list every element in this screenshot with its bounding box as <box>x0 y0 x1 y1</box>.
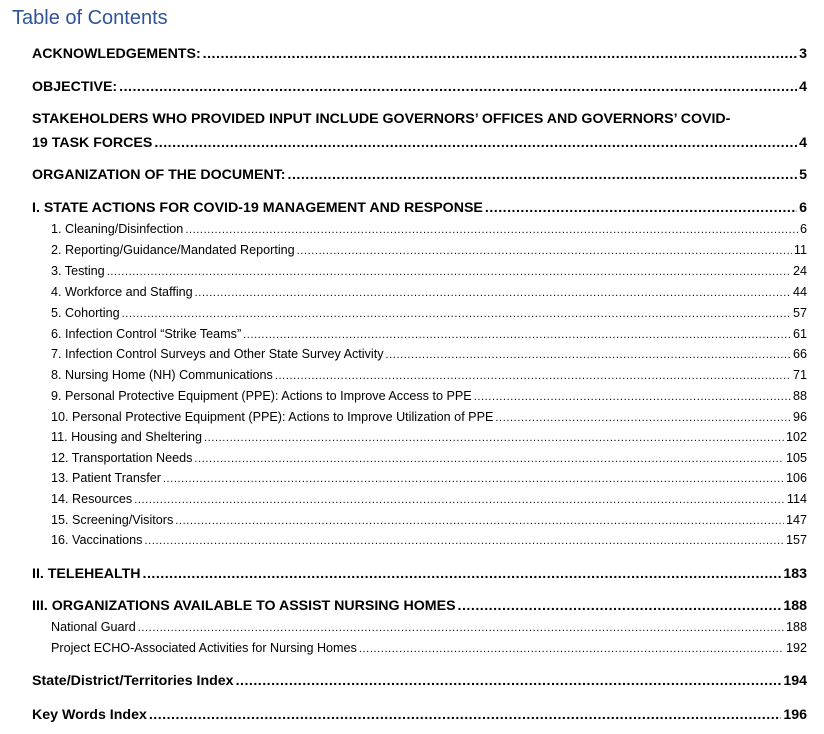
toc-subentry-screening[interactable] <box>0 513 824 529</box>
dot-leader <box>194 452 784 467</box>
toc-entry-state-index[interactable] <box>0 672 824 690</box>
dot-leader <box>107 265 791 280</box>
toc-entry-label: 2. Reporting/Guidance/Mandated Reporting <box>51 243 295 257</box>
toc-entry-page: 114 <box>786 492 807 506</box>
toc-entry-label: ACKNOWLEDGEMENTS: <box>32 46 201 62</box>
toc-entry-label: OBJECTIVE: <box>32 79 118 95</box>
dot-leader <box>134 493 785 508</box>
dot-leader <box>243 328 791 343</box>
toc-entry-label: 9. Personal Protective Equipment (PPE): Actions to Improve Access to PPE <box>51 389 472 403</box>
toc-subentry-resources[interactable] <box>0 492 824 508</box>
dot-leader <box>122 307 791 322</box>
dot-leader <box>275 369 791 384</box>
toc-subentry-communications[interactable] <box>0 368 824 384</box>
toc-title: Table of Contents <box>12 7 168 29</box>
toc-entry-page: 183 <box>783 566 807 582</box>
toc-entry-label: 4. Workforce and Staffing <box>51 285 193 299</box>
toc-entry-label: 7. Infection Control Surveys and Other State Survey Activity <box>51 347 384 361</box>
toc-entry-page: 11 <box>793 243 807 257</box>
toc-entry-page: 5 <box>799 167 807 183</box>
toc-entry-telehealth[interactable] <box>0 565 824 583</box>
toc-entry-label: III. ORGANIZATIONS AVAILABLE TO ASSIST NURSING HOMES <box>32 598 456 614</box>
dot-leader <box>288 166 798 184</box>
dot-leader <box>175 514 784 529</box>
toc-subentry-vaccinations[interactable] <box>0 533 824 549</box>
toc-subentry-surveys[interactable] <box>0 347 824 363</box>
toc-entry-label: 12. Transportation Needs <box>51 451 193 465</box>
toc-entry-page: 192 <box>785 641 807 655</box>
toc-entry-page: 147 <box>785 513 807 527</box>
toc-entry-label: 10. Personal Protective Equipment (PPE): Actions to Improve Utilization of PPE <box>51 410 494 424</box>
toc-entry-label: National Guard <box>51 620 136 634</box>
toc-entry-page: 61 <box>792 327 807 341</box>
dot-leader <box>138 621 784 636</box>
toc-entry-label: II. TELEHEALTH <box>32 566 141 582</box>
dot-leader <box>195 286 791 301</box>
dot-leader <box>386 348 791 363</box>
dot-leader <box>163 472 784 487</box>
dot-leader <box>236 672 782 690</box>
toc-entry-page: 4 <box>799 79 807 95</box>
toc-entry-page: 57 <box>792 306 807 320</box>
toc-entry-page: 157 <box>785 533 807 547</box>
toc-entry-label: Project ECHO-Associated Activities for Nursing Homes <box>51 641 357 655</box>
dot-leader <box>474 390 791 405</box>
toc-entry-page: 6 <box>799 200 807 216</box>
toc-entry-label: STAKEHOLDERS WHO PROVIDED INPUT INCLUDE GOVERNORS’ OFFICES AND GOVERNORS’ COVID- <box>32 111 731 127</box>
toc-entry-page: 66 <box>792 347 807 361</box>
toc-entry-page: 102 <box>785 430 807 444</box>
toc-subentry-testing[interactable] <box>0 264 824 280</box>
toc-entry-label: 5. Cohorting <box>51 306 120 320</box>
toc-entry-objective[interactable] <box>0 78 824 96</box>
toc-subentry-transportation[interactable] <box>0 451 824 467</box>
dot-leader <box>495 411 791 426</box>
toc-subentry-cleaning[interactable] <box>0 222 824 238</box>
toc-subentry-national-guard[interactable] <box>0 620 824 636</box>
toc-entry-label: I. STATE ACTIONS FOR COVID-19 MANAGEMENT AND RESPONSE <box>32 200 483 216</box>
dot-leader <box>143 565 782 583</box>
toc-entry-page: 196 <box>783 707 807 723</box>
dot-leader <box>485 199 797 217</box>
toc-entry-label: 1. Cleaning/Disinfection <box>51 222 184 236</box>
toc-subentry-housing[interactable] <box>0 430 824 446</box>
toc-subentry-reporting[interactable] <box>0 243 824 259</box>
toc-entry-page: 188 <box>783 598 807 614</box>
toc-entry-label: Key Words Index <box>32 707 147 723</box>
toc-entry-page: 71 <box>792 368 807 382</box>
toc-entry-page: 3 <box>799 46 807 62</box>
toc-entry-label: 14. Resources <box>51 492 133 506</box>
dot-leader <box>154 131 797 155</box>
toc-entry-label: 15. Screening/Visitors <box>51 513 174 527</box>
dot-leader <box>203 45 797 63</box>
toc-entry-label: 3. Testing <box>51 264 105 278</box>
toc-entry-key-words-index[interactable] <box>0 706 824 724</box>
toc-entry-label: ORGANIZATION OF THE DOCUMENT: <box>32 167 286 183</box>
toc-subentry-project-echo[interactable] <box>0 641 824 657</box>
toc-entry-acknowledgements[interactable] <box>0 45 824 63</box>
toc-entry-page: 194 <box>783 673 807 689</box>
toc-entry-label-continued: 19 TASK FORCES <box>32 135 153 151</box>
toc-entry-page: 96 <box>792 410 807 424</box>
toc-entry-organizations[interactable] <box>0 597 824 615</box>
dot-leader <box>297 244 792 259</box>
toc-entry-label: State/District/Territories Index <box>32 673 234 689</box>
toc-entry-page: 6 <box>799 222 807 236</box>
toc-subentry-strike-teams[interactable] <box>0 327 824 343</box>
toc-subentry-patient-transfer[interactable] <box>0 471 824 487</box>
dot-leader <box>185 223 798 238</box>
toc-entry-label: 13. Patient Transfer <box>51 471 161 485</box>
toc-entry-page: 88 <box>792 389 807 403</box>
dot-leader <box>144 534 784 549</box>
dot-leader <box>119 78 797 96</box>
toc-entry-page: 105 <box>785 451 807 465</box>
dot-leader <box>359 642 784 657</box>
dot-leader <box>204 431 784 446</box>
toc-entry-label: 8. Nursing Home (NH) Communications <box>51 368 273 382</box>
dot-leader <box>149 706 781 724</box>
toc-entry-label: 16. Vaccinations <box>51 533 143 547</box>
toc-subentry-cohorting[interactable] <box>0 306 824 322</box>
toc-subentry-ppe-access[interactable] <box>0 389 824 405</box>
toc-entry-label: 6. Infection Control “Strike Teams” <box>51 327 242 341</box>
toc-entry-page: 44 <box>792 285 807 299</box>
toc-subentry-workforce[interactable] <box>0 285 824 301</box>
toc-entry-organization[interactable] <box>0 166 824 184</box>
toc-entry-stakeholders[interactable] <box>32 107 807 155</box>
toc-entry-label: 11. Housing and Sheltering <box>51 430 202 444</box>
toc-entry-page: 4 <box>799 135 807 151</box>
toc-subentry-ppe-utilization[interactable] <box>0 410 824 426</box>
dot-leader <box>458 597 782 615</box>
toc-entry-state-actions[interactable] <box>0 199 824 217</box>
toc-entry-page: 24 <box>792 264 807 278</box>
toc-entry-page: 188 <box>785 620 807 634</box>
toc-entry-page: 106 <box>785 471 807 485</box>
